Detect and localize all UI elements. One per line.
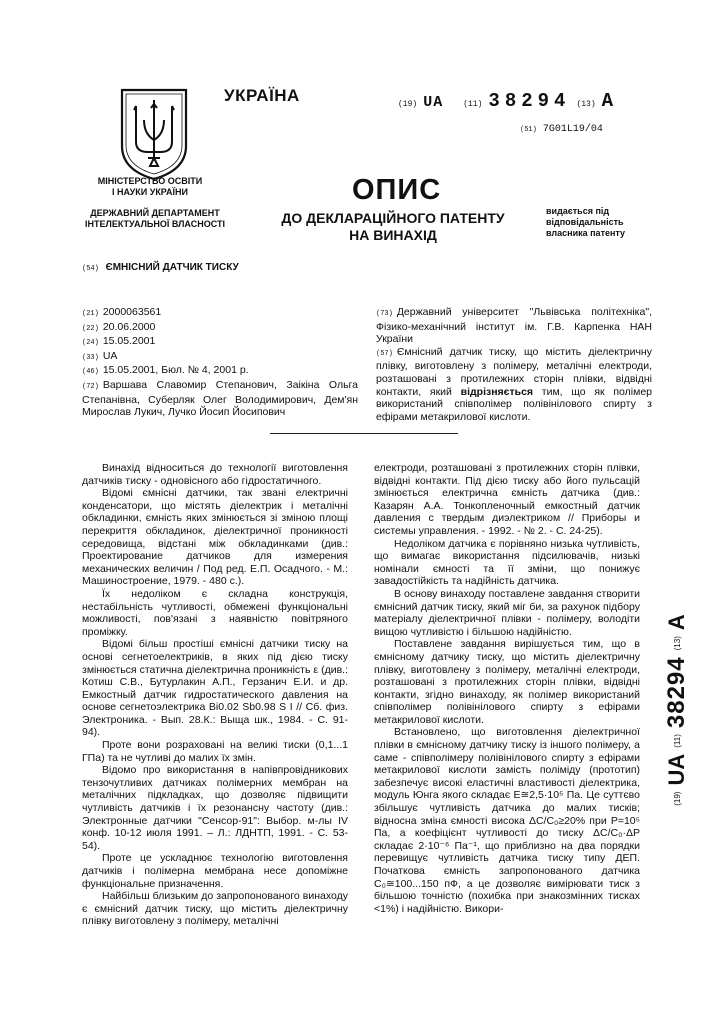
biblio-value: UA <box>102 349 118 362</box>
biblio-row <box>82 379 358 419</box>
coat-of-arms-icon <box>118 86 190 182</box>
biblio-tag: (72) <box>82 382 99 391</box>
spine-tag-19: (19) <box>672 791 682 806</box>
biblio-tag: (73) <box>376 310 393 318</box>
claim-keyword: відрізняється <box>460 385 534 398</box>
code-11-tag: (11) <box>463 100 483 109</box>
paragraph: В основу винаходу поставлене завдання створити ємнісний датчик тиску, який міг би, за рахунок підбору матеріалу діелектричної плівки - полімеру, володіти вищою чутливістю і більшою надійністю. <box>374 587 640 638</box>
code-13-tag: (13) <box>576 100 596 109</box>
biblio-row <box>82 321 358 336</box>
biblio-row <box>82 364 358 379</box>
paragraph: Найбільш близьким до запропонованого винаходу є ємнісний датчик тиску, що містить діелектричну плівку виготовлену з полімеру, металічні <box>82 890 348 928</box>
patent-number: 38294 <box>488 90 571 112</box>
biblio-row <box>376 306 652 346</box>
paragraph: Недоліком датчика є порівняно низька чутливість, що вимагає використання підсилювачів, низькі номінали ємності та її зміни, що понижує завадостійкість та надійність датчика. <box>374 537 640 588</box>
biblio-tag: (46) <box>82 368 99 377</box>
spine-patent-id <box>655 590 699 830</box>
ipc-tag: (51) <box>520 126 537 134</box>
paragraph: Їх недоліком є складна конструкція, нестабільність чутливості, обмежені функціональні можливості, пов'язані з наявністю повітряного проміжку. <box>82 587 348 638</box>
biblio-row <box>82 335 358 350</box>
biblio-row <box>82 306 358 321</box>
patent-code-line <box>398 90 618 112</box>
paragraph: Відомі більш простіші ємнісні датчики тиску на основі сегнетоелектриків, в яких під дією тиску змінюється статична діелектрична проникність ε (див.: Котиш С.В., Бутурлакин А.П., Герзанич Е.И. и др. Емкостный датчик гидростатического давления на основе сегнетоэлектрика Bi0.02 Sb0.98 S I // Сб. физ. Электроника. - Вып. 28.К.: Выща шк., 1984. - С. 91-94). <box>82 638 348 739</box>
spine-kind: A <box>664 614 689 631</box>
biblio-tag: (33) <box>82 353 99 362</box>
ministry-name: МІНІСТЕРСТВО ОСВІТИ І НАУКИ УКРАЇНИ <box>97 176 203 197</box>
kind-code: A <box>601 90 619 112</box>
spine-country: UA <box>664 753 689 786</box>
biblio-left <box>82 306 358 419</box>
paragraph: Проте вони розраховані на великі тиски (0,1...1 ГПа) та не чутливі до малих їх змін. <box>82 739 348 764</box>
body-column-right <box>374 462 640 915</box>
invention-title <box>82 262 239 273</box>
divider <box>270 433 458 434</box>
claim <box>376 346 652 424</box>
paragraph: Встановлено, що виготовлення діелектричної плівки в ємнісному датчику тиску із іншого полімеру, а саме - співполімеру полівінілового спирту з ефірами метакрилової кислоти замість поліміду (прототип) забезпечує високі еластичні властивості діелектрика, модуль Юнга якого складає E≅2,5·10⁵ Па. Це суттєво збільшує чутливість датчика до малих тисків; відносна зміна ємності висока ΔC/C₀≥20% при P=10⁵ Па, а коефіцієнт чутливості до тиску ΔC/C₀·ΔP складає 2·10⁻⁶ Па⁻¹, що приблизно на два порядки перевищує чутливість датчика тиску типу ДЕП. Початкова ємність запропонованого датчика C₀≅100...150 пФ, а це дозволяє вимірювати тиск з більшою точністю (похибка при знакозмінних тисках <1%) і надійністю. Викори- <box>374 726 640 915</box>
biblio-tag: (22) <box>82 324 99 333</box>
ipc-code: 7G01L19/04 <box>542 124 603 135</box>
biblio-value: 15.05.2001 <box>102 335 156 348</box>
paragraph: Відомі ємнісні датчики, так звані електричні конденсатори, що містять діелектрик і металічні обкладинки, ємність яких змінюється зі зміною площі перекриття обкладинок, діелектричної проникності середовища, відстані між обкладинками (див.: Проектирование датчиков для измерения механических величин / Под ред. Е.П. Осадчого. - М.: Машиностроение, 1979. - 480 с.). <box>82 487 348 588</box>
document-title: ОПИС <box>352 174 442 206</box>
invention-title-text: ЄМНІСНИЙ ДАТЧИК ТИСКУ <box>105 262 239 273</box>
paragraph: Відомо про використання в напівпровідникових тензочутливих датчиках полімерних мембран на металічних підкладках, що дозволяє підвищити чутливість датчиків і їх резонансну частоту (див.: Электронные датчики "Сенсор-91": Выбор. м-лы IV конф. 10-12 июля 1991. – Л.: ЛДНТП, 1991. - С. 53-54). <box>82 764 348 852</box>
paragraph: електроди, розташовані з протилежних сторін плівки, відвідні контакти. Під дією тиску або його пульсацій змінюється електрична ємність датчика (див.: Казарян А.А. Тонкопленочный емкостный датчик давления с твердым диэлектриком // Приборы и системы управления. - 1992. - № 2. - С. 24-25). <box>374 462 640 537</box>
paragraph: Винахід відноситься до технології виготовлення датчиків тиску - одновісного або гідростатичного. <box>82 462 348 487</box>
country-code: UA <box>423 94 444 111</box>
biblio-value: 2000063561 <box>102 306 162 318</box>
department-name: ДЕРЖАВНИЙ ДЕПАРТАМЕНТ ІНТЕЛЕКТУАЛЬНОЇ ВЛАСНОСТІ <box>85 208 225 229</box>
code-19-tag: (19) <box>398 100 418 109</box>
ipc-classification <box>520 124 603 135</box>
biblio-tag: (21) <box>82 310 99 318</box>
biblio-value: Варшава Славомир Степанович, Заікіна Ольга Степанівна, Суберляк Олег Володимирович, Дем'ян Мирослав Лукич, Лучко Йосип Йосипович <box>82 378 358 419</box>
claim-text: Ємнісний датчик тиску, що містить діелектричну плівку, виготовлену з полімеру, металічні електроди, розташовані з протилежних сторін плівки, відвідні контакти, який <box>376 345 652 398</box>
document-subtitle: ДО ДЕКЛАРАЦІЙНОГО ПАТЕНТУ НА ВИНАХІД <box>281 210 505 243</box>
biblio-tag: (24) <box>82 339 99 348</box>
biblio-row <box>82 350 358 365</box>
issued-note: видається під відповідальність власника патенту <box>546 206 626 238</box>
country-name: УКРАЇНА <box>224 86 300 105</box>
claim-text: тим, що як полімер використаний співполімер полівінілового спирту з ефірами метакрилової кислоти. <box>376 385 652 423</box>
patent-owner: Державний університет "Львівська політехніка", Фізико-механічний інститут ім. Г.В. Карпенка НАН України <box>376 306 652 346</box>
spine-tag-13: (13) <box>672 636 682 651</box>
spine-tag-11: (11) <box>672 734 682 748</box>
biblio-value: 20.06.2000 <box>102 320 156 333</box>
paragraph: Проте це ускладнює технологію виготовлення датчиків і полімерна мембрана несе допоміжне функціональне призначення. <box>82 852 348 890</box>
paragraph: Поставлене завдання вирішується тим, що в ємнісному датчику тиску, що містить діелектричну плівку, виготовлену з полімеру, металічні електроди, розташовані з протилежних сторін плівки, відвідні контакти, згідно винаходу, як полімер використаний співполімер полівінілового спирту з ефірами метакрилової кислоти. <box>374 638 640 726</box>
biblio-right <box>376 306 652 423</box>
spine-number: 38294 <box>663 656 690 729</box>
body-column-left <box>82 462 348 928</box>
biblio-tag: (57) <box>376 349 393 358</box>
biblio-value: 15.05.2001, Бюл. № 4, 2001 р. <box>102 364 249 377</box>
title-tag: (54) <box>82 265 99 273</box>
